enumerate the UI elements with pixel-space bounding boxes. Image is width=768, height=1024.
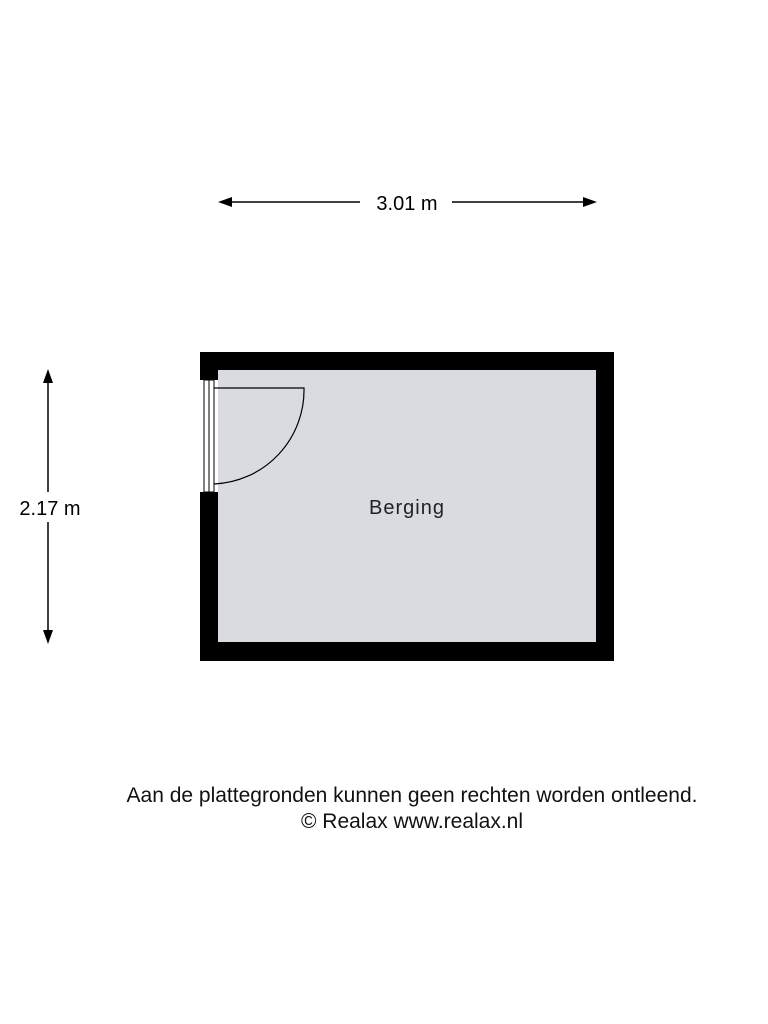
arrow-up-icon	[43, 369, 53, 383]
arrow-down-icon	[43, 630, 53, 644]
wall-top	[200, 352, 614, 370]
width-dimension-label: 3.01 m	[376, 193, 438, 215]
disclaimer-text: Aan de plattegronden kunnen geen rechten worden ontleend.	[126, 784, 698, 807]
height-dimension	[19, 369, 80, 644]
height-dimension-label: 2.17 m	[19, 498, 81, 520]
wall-left-upper	[200, 352, 218, 380]
arrow-left-icon	[218, 197, 232, 207]
room-label: Berging	[369, 497, 445, 519]
wall-left-lower	[200, 492, 218, 661]
width-dimension	[218, 193, 597, 215]
wall-bottom	[200, 642, 614, 661]
arrow-right-icon	[583, 197, 597, 207]
copyright-text: © Realax www.realax.nl	[300, 810, 524, 833]
wall-right	[596, 352, 614, 661]
